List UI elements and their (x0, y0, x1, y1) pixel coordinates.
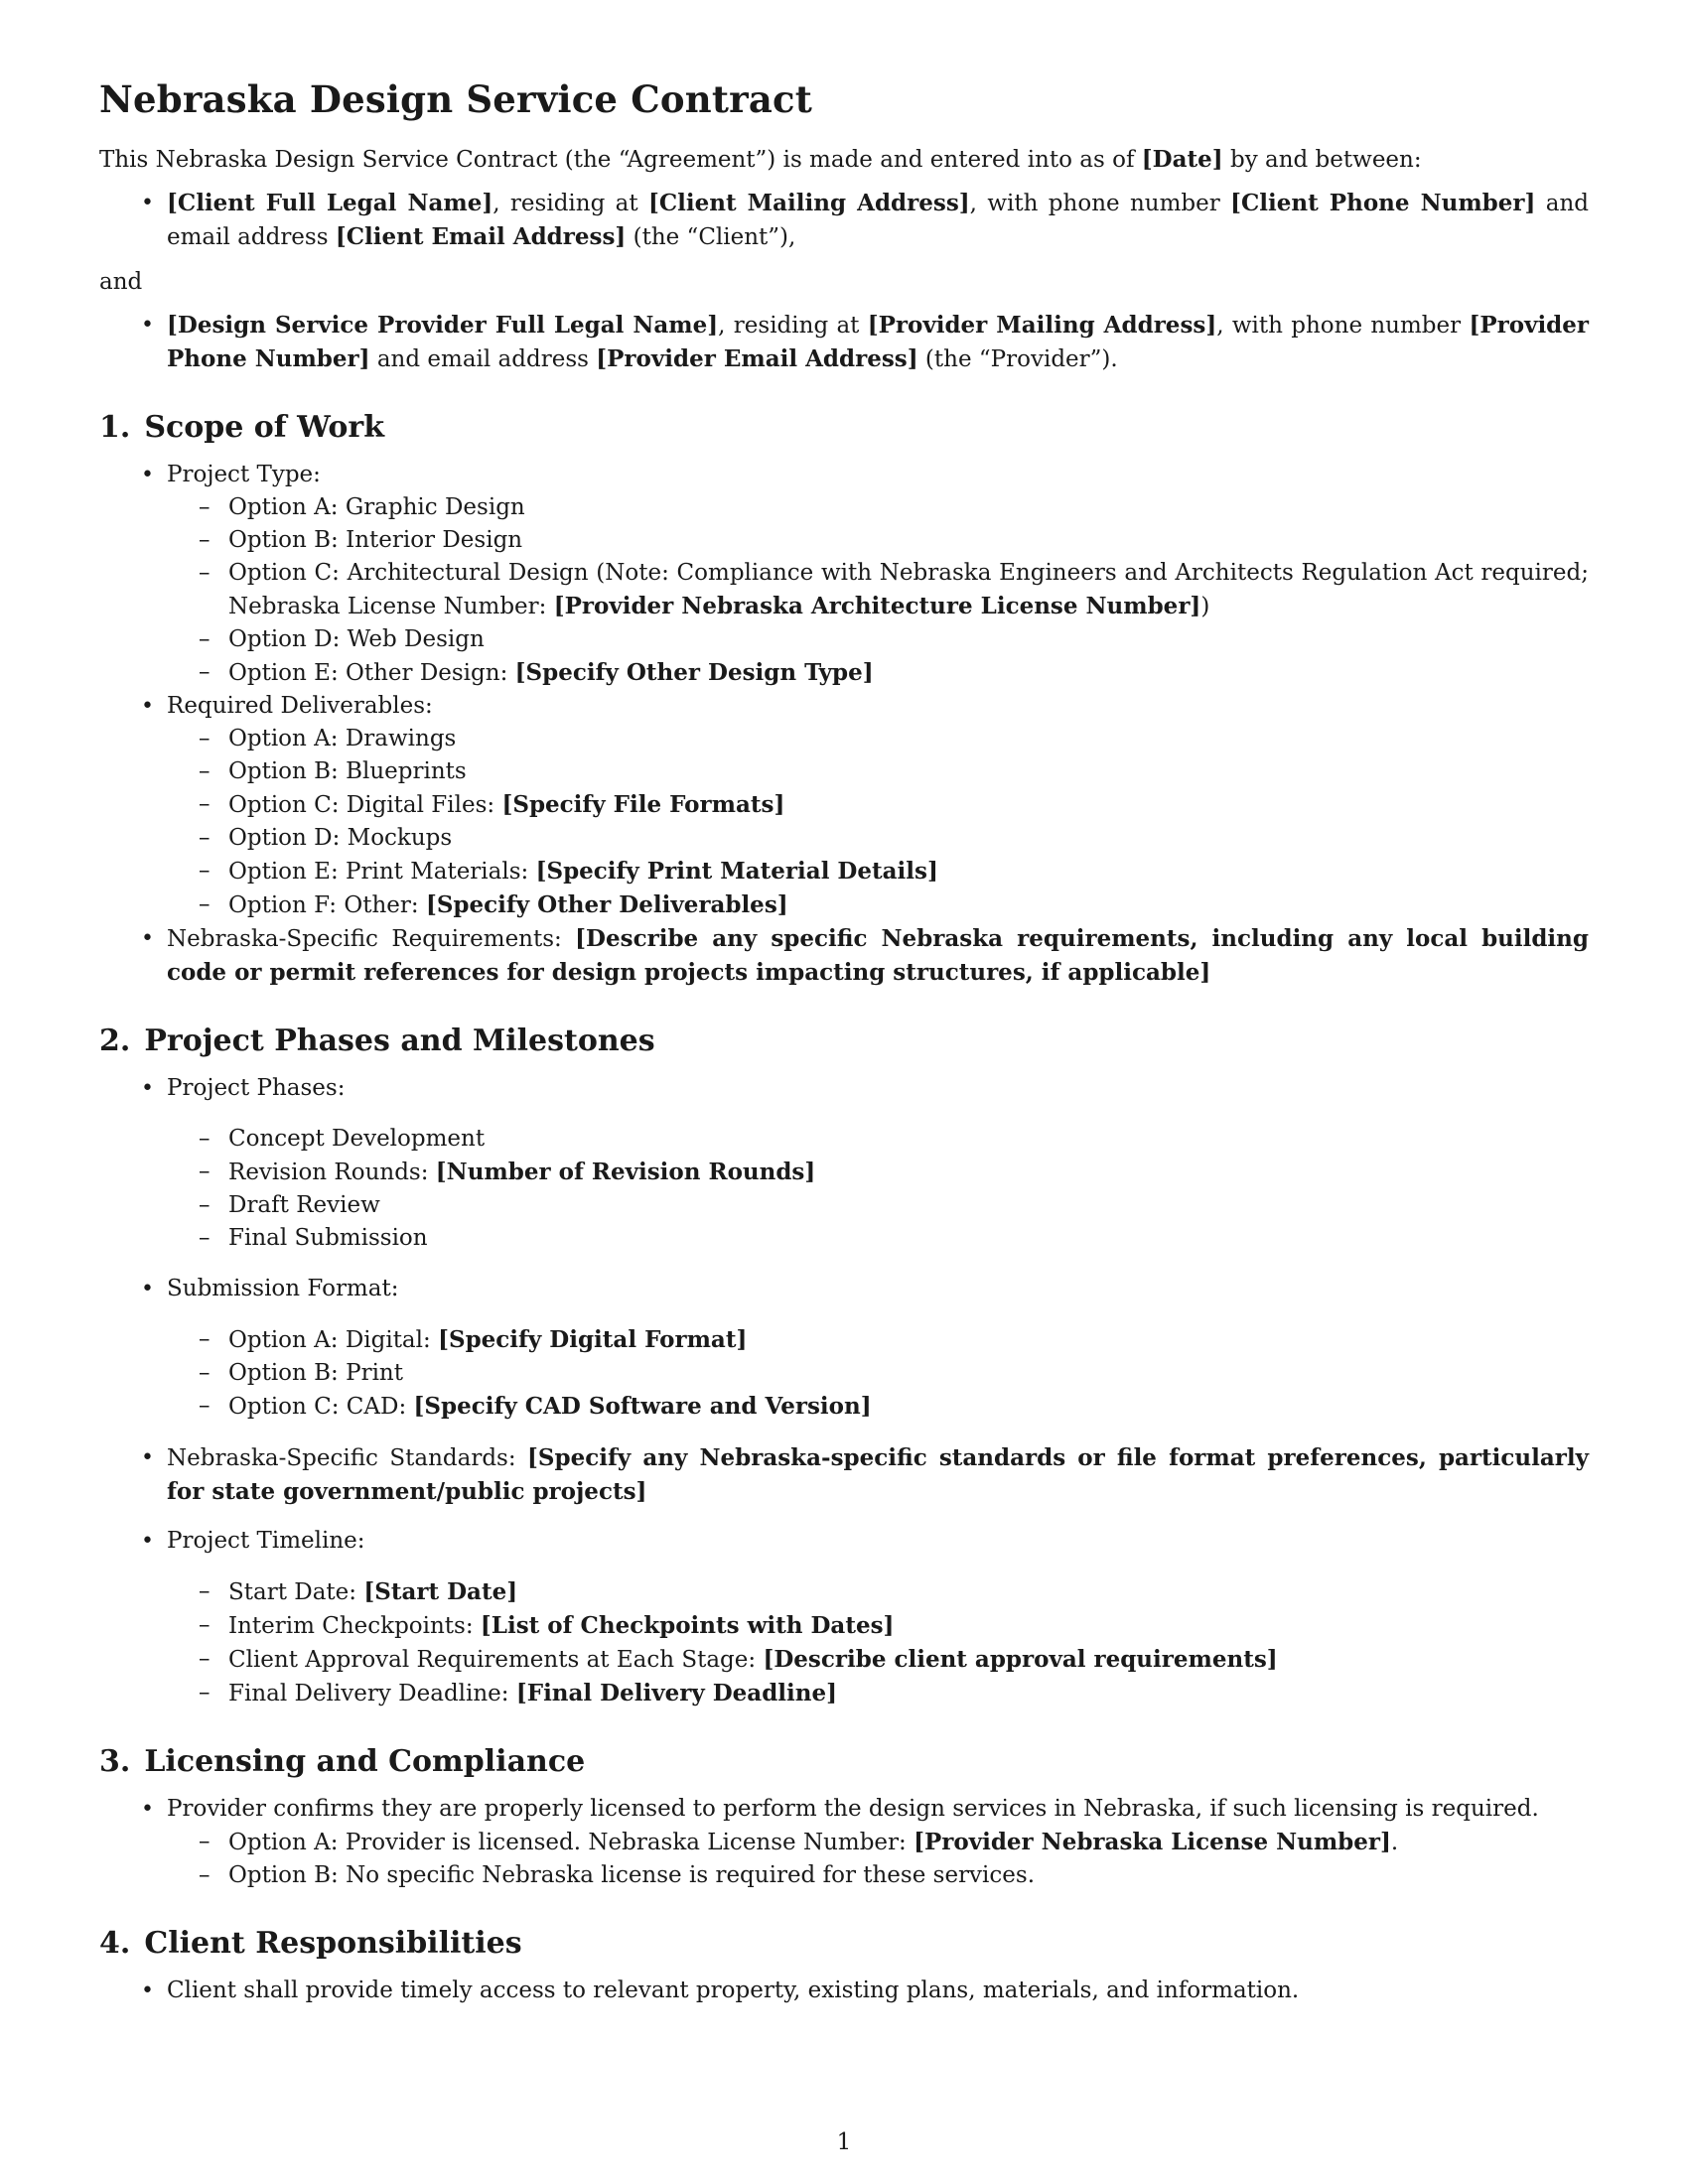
list-item: – Option B: No specific Nebraska license is required for these services. (167, 1859, 1589, 1892)
client-party (99, 187, 1589, 254)
list-item: – Option A: Graphic Design (167, 491, 1589, 524)
approval-requirements-field: [Describe client approval requirements] (763, 1646, 1278, 1673)
document-title: Nebraska Design Service Contract (99, 77, 813, 121)
section-title: Scope of Work (144, 410, 384, 445)
option-text: . (1390, 1830, 1399, 1855)
item-label: Nebraska-Specific Standards: (167, 1445, 528, 1471)
list-item (167, 1575, 1589, 1609)
contract-page (99, 77, 1589, 2007)
party-text: , residing at (492, 191, 648, 216)
and-conjunction: and (99, 269, 143, 295)
party-text: and email address (369, 346, 597, 372)
other-design-type-field: [Specify Other Design Type] (514, 659, 874, 686)
client-address-field: [Client Mailing Address] (647, 190, 970, 216)
section-heading-phases (99, 1024, 1589, 1058)
section-title: Client Responsibilities (144, 1926, 522, 1961)
checkpoints-field: [List of Checkpoints with Dates] (480, 1612, 895, 1639)
item-label: Project Timeline: (167, 1528, 365, 1554)
option-text: Option A: Provider is licensed. Nebraska License Number: (228, 1830, 914, 1855)
architecture-license-field: [Provider Nebraska Architecture License Number] (553, 593, 1201, 619)
list-item: • Client shall provide timely access to relevant property, existing plans, materials, and information. (99, 1975, 1589, 2007)
option-text: ) (1200, 594, 1210, 619)
list-item (167, 1156, 1589, 1189)
client-party-list (99, 187, 1589, 254)
licensing-options (167, 1826, 1589, 1892)
list-item (167, 1609, 1589, 1643)
project-timeline-options (167, 1575, 1589, 1710)
list-item (167, 1323, 1589, 1357)
submission-format-options (167, 1323, 1589, 1424)
list-item (167, 888, 1589, 922)
party-text: (the “Provider”). (917, 346, 1118, 372)
project-phases-item (99, 1072, 1589, 1255)
section-heading-scope (99, 410, 1589, 445)
list-item (167, 1643, 1589, 1677)
deliverables-options (167, 723, 1589, 922)
list-item: – Option B: Interior Design (167, 524, 1589, 557)
provider-email-field: [Provider Email Address] (596, 345, 918, 372)
client-phone-field: [Client Phone Number] (1230, 190, 1536, 216)
list-item (167, 1826, 1589, 1859)
section-title: Licensing and Compliance (144, 1744, 586, 1779)
section-title: Project Phases and Milestones (144, 1024, 655, 1058)
digital-format-field: [Specify Digital Format] (438, 1326, 748, 1353)
list-item: – Draft Review (167, 1189, 1589, 1222)
option-text: Start Date: (228, 1579, 364, 1605)
section-heading-client-responsibilities (99, 1926, 1589, 1961)
licensing-list (99, 1793, 1589, 1892)
option-text: Revision Rounds: (228, 1160, 436, 1185)
start-date-field: [Start Date] (363, 1578, 518, 1605)
list-item: – Option B: Blueprints (167, 755, 1589, 788)
party-text: (the “Client”), (626, 224, 796, 250)
provider-license-field: [Provider Nebraska License Number] (914, 1829, 1391, 1855)
cad-software-field: [Specify CAD Software and Version] (413, 1393, 872, 1420)
option-text: Option C: CAD: (228, 1394, 414, 1420)
list-item: – Option D: Web Design (167, 623, 1589, 656)
licensing-confirm-item (99, 1793, 1589, 1892)
scope-list (99, 459, 1589, 990)
list-item (167, 855, 1589, 888)
list-item (167, 788, 1589, 822)
other-deliverables-field: [Specify Other Deliverables] (425, 891, 788, 918)
option-text: Option C: Architectural Design (Note: Compliance with Nebraska Engineers and Architects Regulation Act required; Nebraska License Number: (228, 560, 1589, 619)
option-text: Option E: Other Design: (228, 660, 515, 686)
option-text: Interim Checkpoints: (228, 1613, 481, 1639)
list-item: – Option B: Print (167, 1357, 1589, 1390)
project-type-item (99, 459, 1589, 690)
project-phases-options (167, 1123, 1589, 1255)
party-text: , residing at (718, 313, 868, 339)
list-item (167, 557, 1589, 623)
provider-phone-field: [Provider Phone Number] (167, 312, 1590, 372)
nebraska-requirements-field: [Describe any specific Nebraska requirements, including any local building code or permit references for design projects impacting structures, if applicable] (167, 925, 1589, 986)
nebraska-standards-field: [Specify any Nebraska-specific standards or file format preferences, particularly for state government/public projects] (167, 1444, 1589, 1505)
client-email-field: [Client Email Address] (335, 223, 627, 250)
intro-paragraph (99, 143, 1589, 177)
item-label: Provider confirms they are properly licensed to perform the design services in Nebraska, if such licensing is required. (167, 1796, 1539, 1822)
list-item: – Option A: Drawings (167, 723, 1589, 755)
date-field: [Date] (1141, 146, 1223, 173)
intro-text: This Nebraska Design Service Contract (the “Agreement”) is made and entered into as of (99, 147, 1142, 173)
revision-rounds-field: [Number of Revision Rounds] (435, 1159, 816, 1185)
item-label: Project Type: (167, 462, 321, 487)
party-text: , with phone number (1216, 313, 1470, 339)
provider-name-field: [Design Service Provider Full Legal Name] (167, 312, 719, 339)
list-item: – Concept Development (167, 1123, 1589, 1156)
file-formats-field: [Specify File Formats] (501, 791, 785, 818)
list-item (167, 656, 1589, 690)
project-timeline-item (99, 1525, 1589, 1710)
provider-party (99, 309, 1589, 376)
project-type-options (167, 491, 1589, 690)
item-label: Submission Format: (167, 1276, 399, 1301)
party-text: and email address (167, 191, 1590, 250)
client-name-field: [Client Full Legal Name] (167, 190, 493, 216)
intro-text-end: by and between: (1222, 147, 1422, 173)
nebraska-standards-item (99, 1441, 1589, 1509)
final-deadline-field: [Final Delivery Deadline] (515, 1680, 837, 1706)
section-number: 1. (99, 410, 131, 445)
option-text: Option F: Other: (228, 892, 426, 918)
option-text: Option A: Digital: (228, 1327, 439, 1353)
option-text: Option C: Digital Files: (228, 792, 502, 818)
list-item: – Final Submission (167, 1222, 1589, 1255)
page-number: 1 (836, 2129, 852, 2155)
section-heading-licensing (99, 1744, 1589, 1779)
print-material-field: [Specify Print Material Details] (535, 858, 938, 885)
party-text: , with phone number (969, 191, 1231, 216)
section-number: 4. (99, 1926, 131, 1961)
phases-list (99, 1072, 1589, 1710)
section-number: 2. (99, 1024, 131, 1058)
option-text: Option E: Print Materials: (228, 859, 536, 885)
option-text: Final Delivery Deadline: (228, 1681, 516, 1706)
submission-format-item (99, 1273, 1589, 1424)
section-number: 3. (99, 1744, 131, 1779)
item-label: Project Phases: (167, 1075, 346, 1101)
nebraska-requirements-item (99, 922, 1589, 990)
item-label: Nebraska-Specific Requirements: (167, 926, 576, 952)
list-item: – Option D: Mockups (167, 822, 1589, 855)
item-label: Required Deliverables: (167, 693, 433, 719)
client-responsibilities-list (99, 1975, 1589, 2007)
deliverables-item (99, 690, 1589, 922)
provider-party-list (99, 309, 1589, 376)
list-item (167, 1677, 1589, 1710)
list-item (167, 1390, 1589, 1424)
provider-address-field: [Provider Mailing Address] (867, 312, 1217, 339)
option-text: Client Approval Requirements at Each Stage: (228, 1647, 764, 1673)
